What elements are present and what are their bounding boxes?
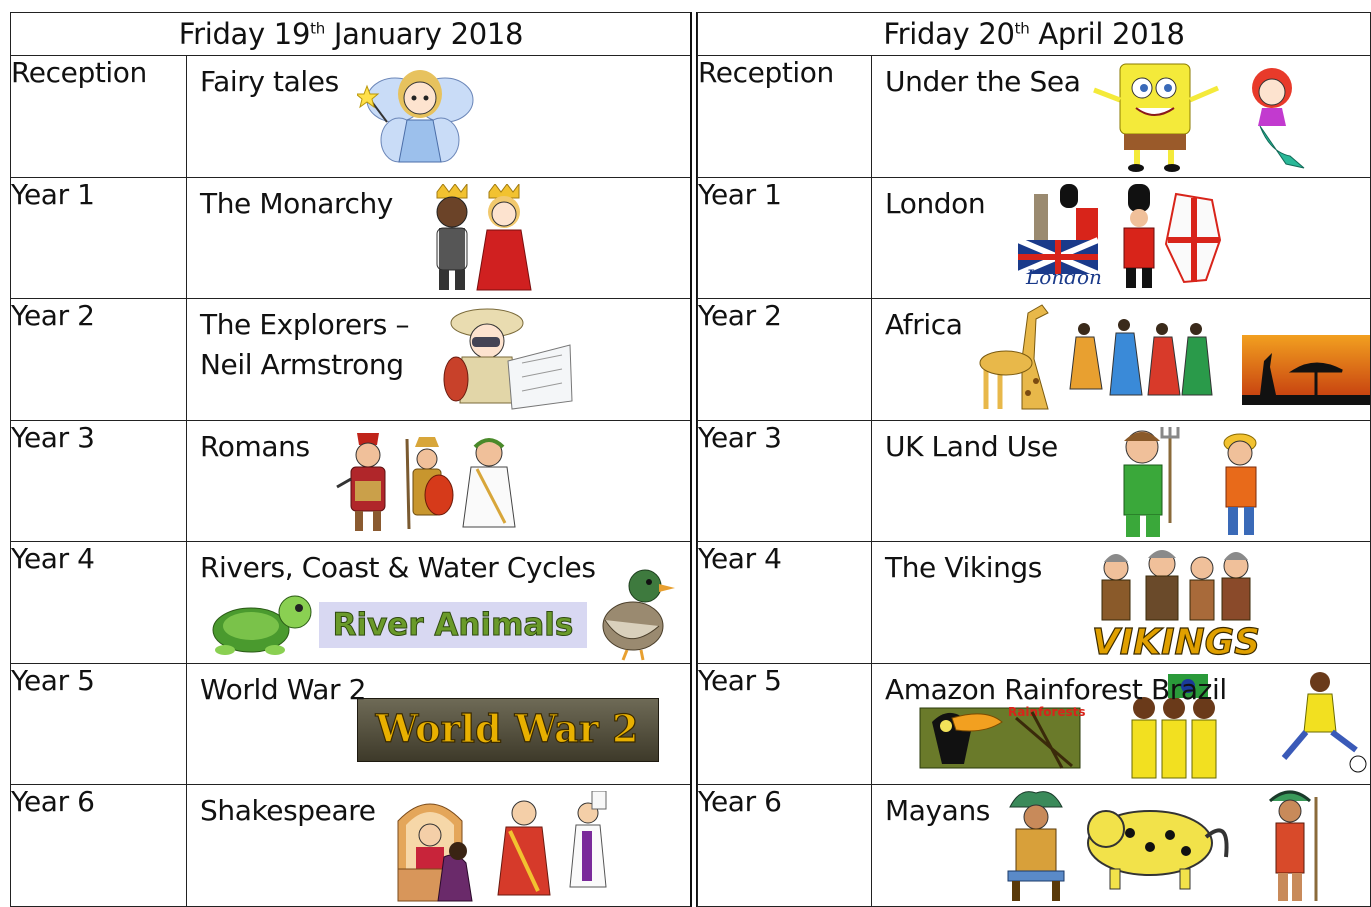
- table-row: [11, 420, 692, 542]
- year-label: Year 2: [698, 299, 872, 421]
- sea-creatures-clipart: [1090, 60, 1330, 174]
- farmer-builder-clipart: [1112, 423, 1282, 541]
- topic-title: London: [885, 186, 986, 220]
- topic-title: UK Land Use: [885, 429, 1058, 463]
- romans-clipart: [329, 429, 539, 537]
- table-row: [11, 663, 692, 785]
- topic-cell: [187, 177, 692, 299]
- year-label: Year 5: [698, 663, 872, 785]
- topic-cell: [872, 299, 1371, 421]
- river-animals-banner: River Animals: [319, 602, 587, 648]
- table-row: [698, 420, 1371, 542]
- topic-title: Romans: [200, 429, 310, 463]
- topic-cell: [872, 420, 1371, 542]
- topic-cell: [872, 663, 1371, 785]
- topic-cell: [187, 56, 692, 178]
- table-row: [11, 785, 692, 907]
- year-label: Year 4: [698, 542, 872, 664]
- king-queen-clipart: [427, 184, 547, 296]
- table-row: [11, 299, 692, 421]
- year-label: Year 2: [11, 299, 187, 421]
- year-label: Year 5: [11, 663, 187, 785]
- topic-cell: [187, 663, 692, 785]
- table-row: [11, 56, 692, 178]
- topic-cell: [187, 420, 692, 542]
- topic-title: The Explorers – Neil Armstrong: [200, 308, 410, 382]
- year-label: Year 1: [11, 177, 187, 299]
- topic-cell: [872, 177, 1371, 299]
- topic-title: Shakespeare: [200, 794, 376, 828]
- topic-title: World War 2: [200, 672, 367, 706]
- london-clipart: [1016, 184, 1236, 294]
- table-row: [698, 663, 1371, 785]
- topic-title: Under the Sea: [885, 65, 1081, 99]
- table-row: [11, 177, 692, 299]
- year-label: Year 3: [698, 420, 872, 542]
- topic-cell: [872, 785, 1371, 907]
- topic-cell: [187, 542, 692, 664]
- topic-cell: [872, 542, 1371, 664]
- table-row: [698, 177, 1371, 299]
- topic-title: Fairy tales: [200, 65, 339, 99]
- topic-title: The Monarchy: [200, 186, 393, 220]
- table-row: [11, 542, 692, 664]
- explorer-clipart: [442, 305, 577, 413]
- topic-title: Rivers, Coast & Water Cycles: [200, 551, 596, 585]
- topic-cell: [187, 785, 692, 907]
- london-label: London: [1026, 264, 1102, 289]
- world-war-2-banner: World War 2: [375, 706, 639, 752]
- year-label: Year 3: [11, 420, 187, 542]
- year-label: Reception: [11, 56, 187, 178]
- year-label: Reception: [698, 56, 872, 178]
- rainforests-label: Rainforests: [1008, 704, 1086, 719]
- topic-title: The Vikings: [885, 551, 1042, 585]
- year-label: Year 4: [11, 542, 187, 664]
- year-label: Year 6: [698, 785, 872, 907]
- topic-cell: [187, 299, 692, 421]
- topic-cell: [872, 56, 1371, 178]
- summer-topics-table: [697, 12, 1371, 907]
- table-row: [698, 56, 1371, 178]
- turtle-clipart: [203, 586, 315, 656]
- year-label: Year 6: [11, 785, 187, 907]
- africa-clipart: [976, 299, 1371, 419]
- topic-title: Mayans: [885, 794, 990, 828]
- table-row: [698, 542, 1371, 664]
- right-date-heading: Friday 20th April 2018: [698, 13, 1371, 56]
- duck-clipart: [597, 564, 675, 662]
- topic-title: Amazon Rainforest Brazil: [885, 672, 1227, 706]
- mayans-clipart: [1000, 787, 1346, 905]
- left-date-heading: Friday 19th January 2018: [11, 13, 692, 56]
- topic-title: Africa: [885, 308, 963, 342]
- fairy-clipart: [357, 60, 477, 172]
- shakespeare-clipart: [392, 791, 632, 903]
- vikings-clipart: [1086, 546, 1266, 662]
- table-row: [698, 299, 1371, 421]
- year-label: Year 1: [698, 177, 872, 299]
- spring-topics-table: [10, 12, 692, 907]
- vikings-label: VIKINGS: [1091, 622, 1261, 663]
- table-row: [698, 785, 1371, 907]
